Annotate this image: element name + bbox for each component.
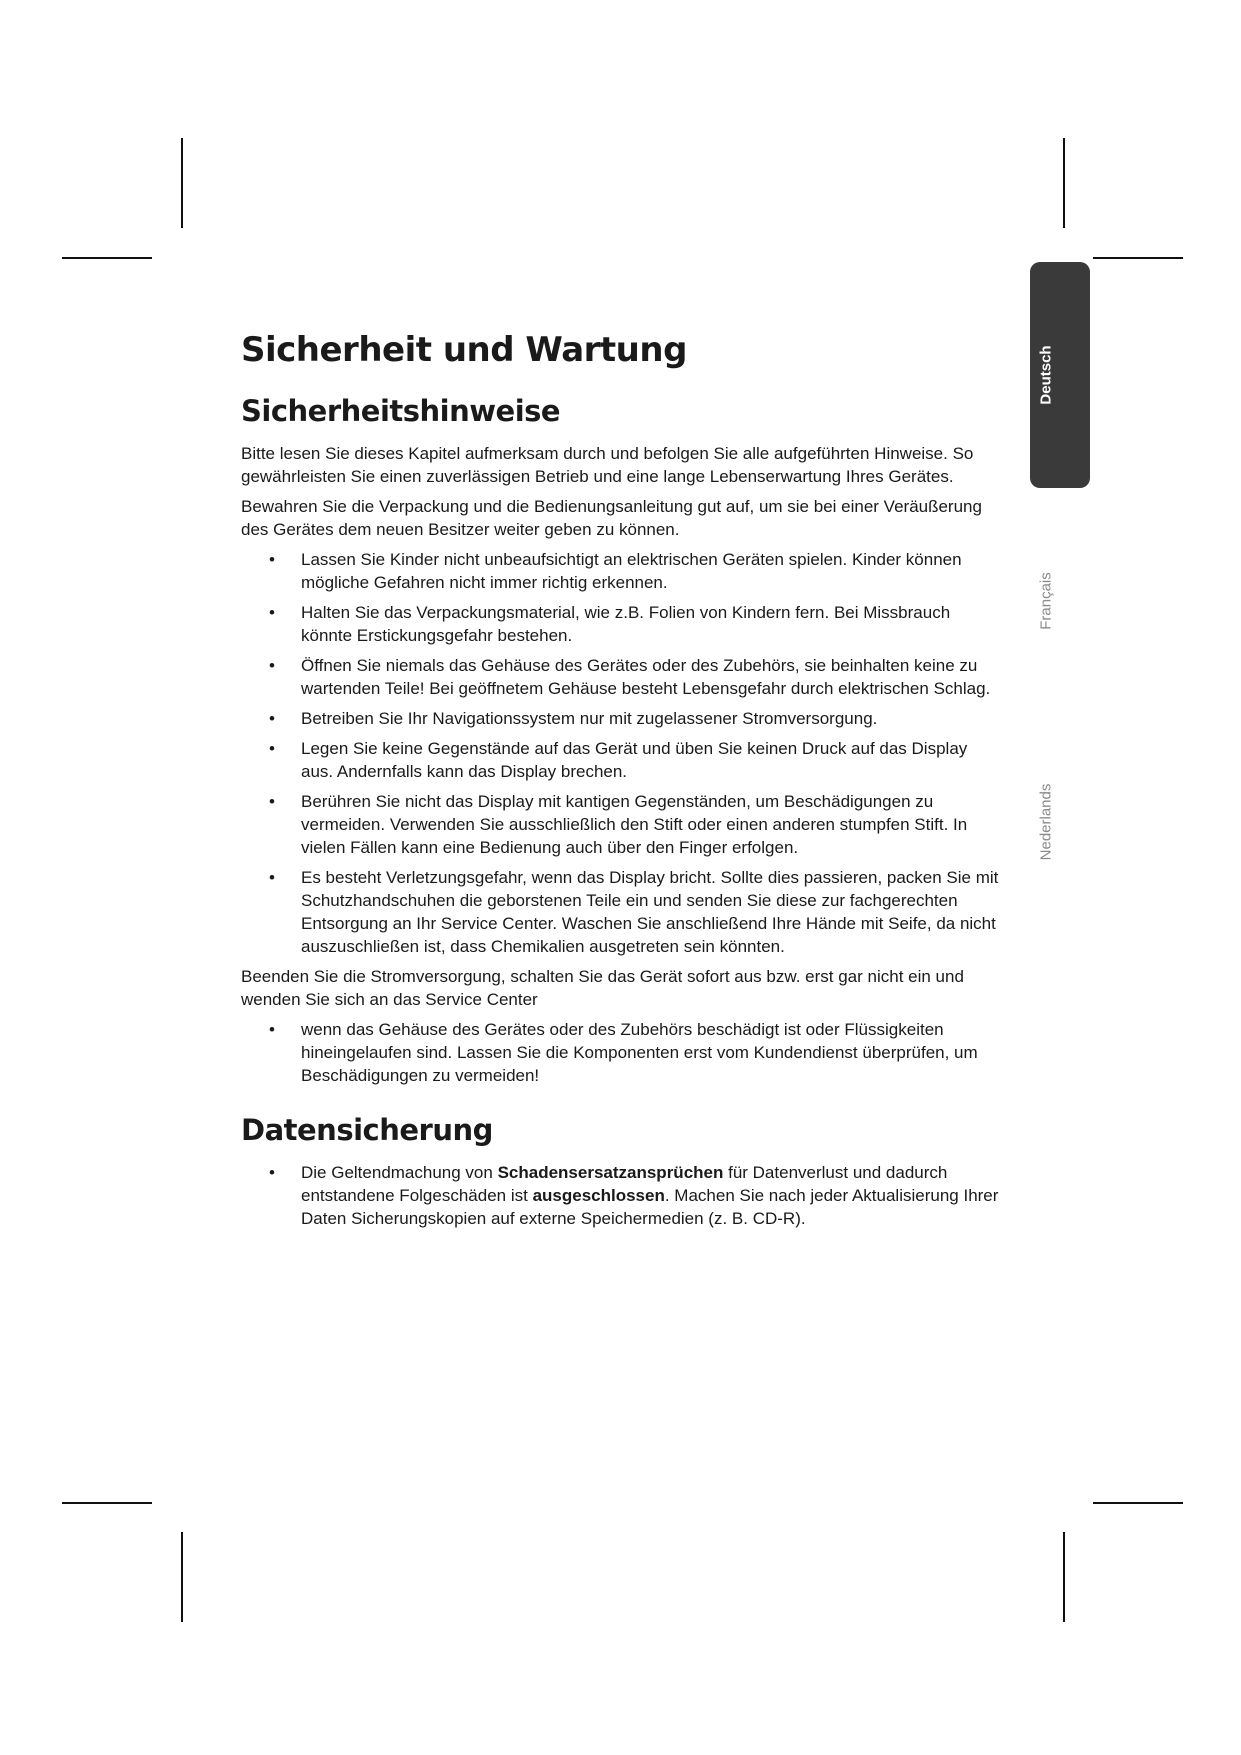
service-list: [241, 1018, 1003, 1087]
section-heading-sicherheitshinweise: Sicherheitshinweise: [241, 394, 561, 428]
bold-term-ausgeschlossen: ausgeschlossen: [532, 1186, 665, 1205]
paragraph: Bitte lesen Sie dieses Kapitel aufmerksam durch und befolgen Sie alle aufgeführten Hinweise. So gewährleisten Sie einen zuverlässigen Betrieb und eine lange Lebenserwartung Ihres Gerätes.: [241, 444, 974, 486]
backup-list: [241, 1161, 1003, 1230]
crop-mark-top-left-horizontal: [62, 257, 152, 259]
crop-mark-bottom-right-horizontal: [1093, 1502, 1183, 1504]
page-content: [241, 330, 1003, 1237]
text-segment: für Datenverlust und dadurch entstandene Folgeschäden ist: [301, 1163, 948, 1205]
safety-list: [241, 548, 1003, 958]
crop-mark-bottom-left-horizontal: [62, 1502, 152, 1504]
list-item: • Halten Sie das Verpackungsmaterial, wie z.B. Folien von Kindern fern. Bei Missbrauch könnte Erstickungsgefahr bestehen.: [241, 601, 1003, 647]
list-item: • wenn das Gehäuse des Gerätes oder des Zubehörs beschädigt ist oder Flüssigkeiten hineingelaufen sind. Lassen Sie die Komponenten erst vom Kundendienst überprüfen, um Beschädigungen zu vermeiden!: [241, 1018, 1003, 1087]
list-item: • Berühren Sie nicht das Display mit kantigen Gegenständen, um Beschädigungen zu vermeiden. Verwenden Sie ausschließlich den Stift oder einen anderen stumpfen Stift. In vielen Fällen kann eine Bedienung auch über den Finger erfolgen.: [241, 790, 1003, 859]
list-item: • Lassen Sie Kinder nicht unbeaufsichtigt an elektrischen Geräten spielen. Kinder können mögliche Gefahren nicht immer richtig erkennen.: [241, 548, 1003, 594]
list-item: • Es besteht Verletzungsgefahr, wenn das Display bricht. Sollte dies passieren, packen Sie mit Schutzhandschuhen die geborstenen Teile ein und senden Sie diese zur fachgerechten Entsorgung an Ihr Service Center. Waschen Sie anschließend Ihre Hände mit Seife, da nicht auszuschließen ist, dass Chemikalien ausgetreten sein könnten.: [241, 866, 1003, 958]
crop-mark-bottom-right-vertical: [1063, 1532, 1065, 1622]
paragraph: Beenden Sie die Stromversorgung, schalten Sie das Gerät sofort aus bzw. erst gar nicht ein und wenden Sie sich an das Service Center: [241, 967, 964, 1009]
bold-term-schadensersatz: Schadensersatzansprüchen: [497, 1163, 724, 1182]
language-tab-nederlands[interactable]: Nederlands: [1037, 783, 1055, 861]
language-tab-deutsch[interactable]: Deutsch: [1037, 345, 1055, 405]
list-item: • Legen Sie keine Gegenstände auf das Gerät und üben Sie keinen Druck auf das Display aus. Andernfalls kann das Display brechen.: [241, 737, 1003, 783]
list-item: • Öffnen Sie niemals das Gehäuse des Gerätes oder des Zubehörs, sie beinhalten keine zu wartenden Teile! Bei geöffnetem Gehäuse besteht Lebensgefahr durch elektrischen Schlag.: [241, 654, 1003, 700]
language-tab-francais[interactable]: Français: [1037, 572, 1055, 630]
text-segment: Die Geltendmachung von: [301, 1163, 498, 1182]
text-segment: . Machen Sie nach jeder Aktualisierung Ihrer Daten Sicherungskopien auf externe Speichermedien (z. B. CD-R).: [301, 1186, 999, 1228]
crop-mark-top-left-vertical: [181, 138, 183, 228]
paragraph: Bewahren Sie die Verpackung und die Bedienungsanleitung gut auf, um sie bei einer Veräußerung des Gerätes dem neuen Besitzer weiter geben zu können.: [241, 497, 982, 539]
list-item: [241, 1161, 1003, 1230]
section-heading-datensicherung: Datensicherung: [241, 1113, 493, 1147]
list-item: • Betreiben Sie Ihr Navigationssystem nur mit zugelassener Stromversorgung.: [241, 707, 1003, 730]
crop-mark-top-right-horizontal: [1093, 257, 1183, 259]
crop-mark-top-right-vertical: [1063, 138, 1065, 228]
crop-mark-bottom-left-vertical: [181, 1532, 183, 1622]
page-title: Sicherheit und Wartung: [241, 330, 687, 370]
